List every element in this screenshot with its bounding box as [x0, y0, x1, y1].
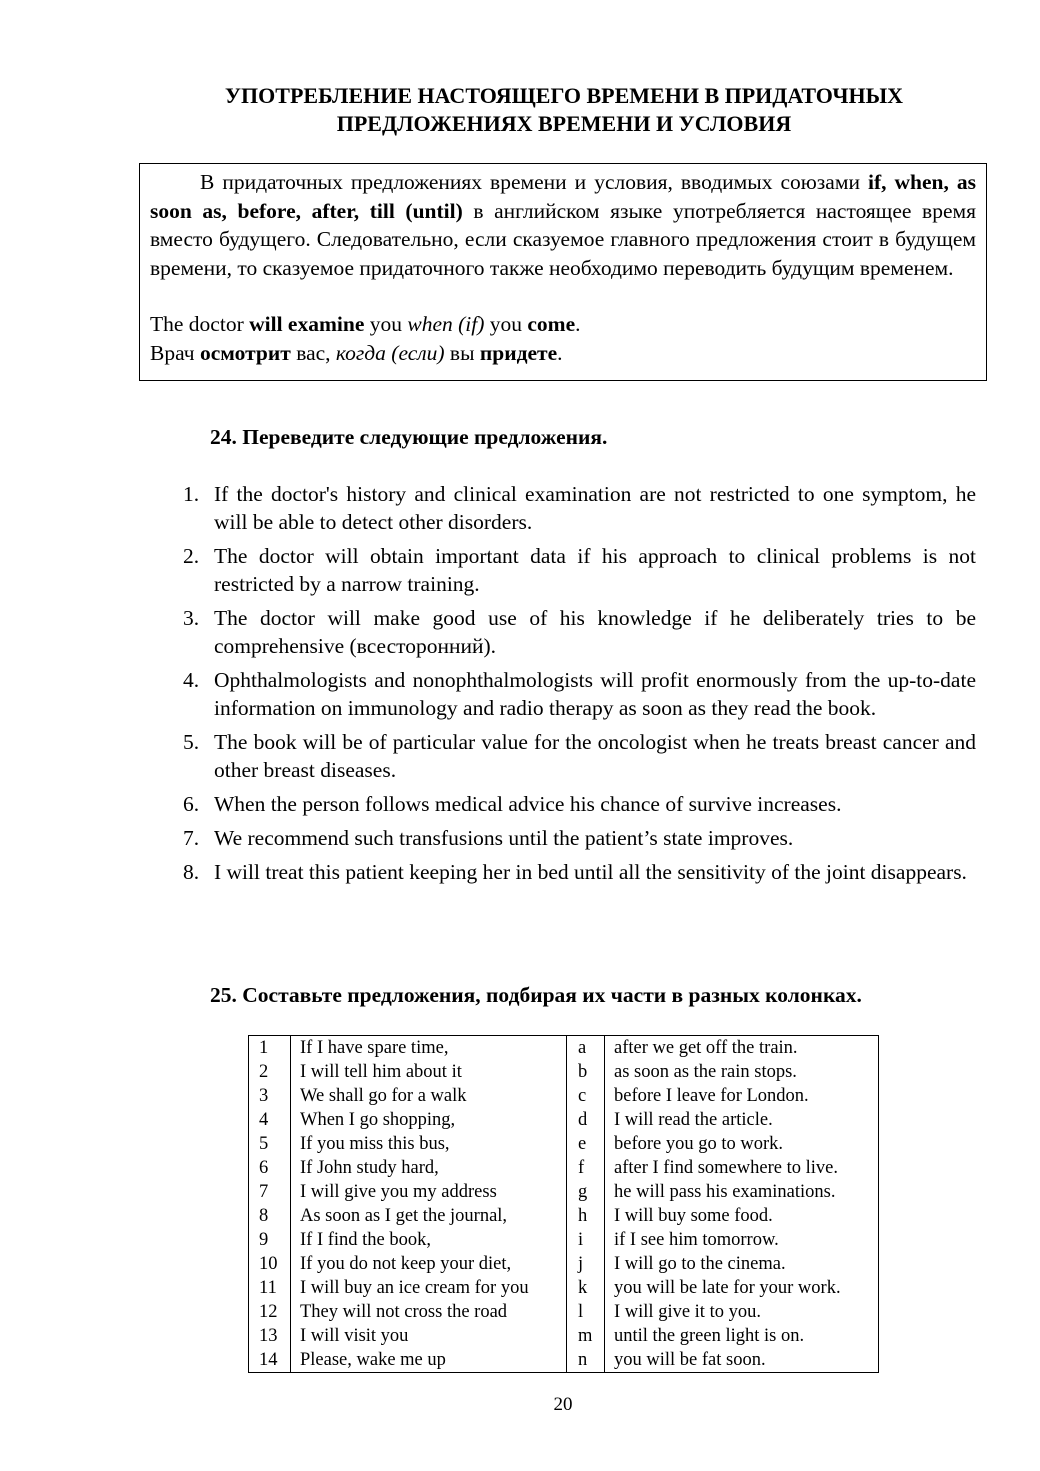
left-part: I will tell him about it	[291, 1060, 567, 1084]
table-row	[249, 1348, 879, 1373]
matching-table	[248, 1035, 879, 1373]
left-part: I will buy an ice cream for you	[291, 1276, 567, 1300]
row-number: 13	[249, 1324, 291, 1348]
item-number: 7.	[183, 826, 200, 850]
table-row	[249, 1252, 879, 1276]
right-part: as soon as the rain stops.	[605, 1060, 879, 1084]
table-row	[249, 1108, 879, 1132]
table-row	[249, 1228, 879, 1252]
list-item	[183, 480, 976, 536]
left-part: When I go shopping,	[291, 1108, 567, 1132]
example-english	[150, 310, 976, 339]
right-part: after we get off the train.	[605, 1036, 879, 1061]
item-number: 8.	[183, 860, 200, 884]
example-en-italic: when (if)	[407, 312, 485, 336]
row-letter: h	[567, 1204, 605, 1228]
item-number: 2.	[183, 544, 200, 568]
row-letter: m	[567, 1324, 605, 1348]
row-number: 11	[249, 1276, 291, 1300]
page-title	[140, 82, 988, 138]
row-number: 2	[249, 1060, 291, 1084]
exercise-24-list	[183, 480, 976, 892]
example-ru-part: .	[557, 340, 563, 365]
row-letter: i	[567, 1228, 605, 1252]
example-en-part: you	[364, 312, 408, 336]
row-letter: l	[567, 1300, 605, 1324]
title-line-2: ПРЕДЛОЖЕНИЯХ ВРЕМЕНИ И УСЛОВИЯ	[336, 111, 792, 136]
row-number: 12	[249, 1300, 291, 1324]
rule-text-end: в английском языке употребляется настоящее время вместо будущего. Следовательно, если сказуемое главного предложения стоит в будущем времени, то сказуемое придаточного также необходимо переводить будущим временем.	[150, 198, 976, 280]
grammar-rule-box	[139, 163, 987, 381]
item-number: 5.	[183, 730, 200, 754]
row-letter: j	[567, 1252, 605, 1276]
row-number: 4	[249, 1108, 291, 1132]
right-part: after I find somewhere to live.	[605, 1156, 879, 1180]
example-russian	[150, 339, 976, 368]
exercise-24-heading: 24. Переведите следующие предложения.	[210, 425, 608, 449]
row-number: 10	[249, 1252, 291, 1276]
list-item	[183, 824, 976, 852]
item-number: 4.	[183, 668, 200, 692]
example-ru-part: вас,	[290, 340, 336, 365]
left-part: We shall go for a walk	[291, 1084, 567, 1108]
example-en-bold: will examine	[249, 312, 365, 336]
row-number: 5	[249, 1132, 291, 1156]
item-text: The doctor will obtain important data if his approach to clinical problems is not restricted by a narrow training.	[214, 544, 976, 596]
item-text: The doctor will make good use of his knowledge if he deliberately tries to be comprehensive (всесторонний).	[214, 606, 976, 658]
left-part: Please, wake me up	[291, 1348, 567, 1373]
table-row	[249, 1324, 879, 1348]
list-item	[183, 542, 976, 598]
item-number: 1.	[183, 482, 200, 506]
row-number: 14	[249, 1348, 291, 1373]
row-letter: e	[567, 1132, 605, 1156]
right-part: you will be fat soon.	[605, 1348, 879, 1373]
row-letter: k	[567, 1276, 605, 1300]
example-en-part: The doctor	[150, 312, 250, 336]
rule-paragraph	[150, 168, 976, 282]
item-text: The book will be of particular value for the oncologist when he treats breast cancer and other breast diseases.	[214, 730, 976, 782]
row-letter: d	[567, 1108, 605, 1132]
right-part: I will buy some food.	[605, 1204, 879, 1228]
left-part: I will visit you	[291, 1324, 567, 1348]
left-part: If I have spare time,	[291, 1036, 567, 1061]
title-line-1: УПОТРЕБЛЕНИЕ НАСТОЯЩЕГО ВРЕМЕНИ В ПРИДАТОЧНЫХ	[224, 83, 904, 108]
example-ru-italic: когда (если)	[335, 340, 445, 365]
left-part: If you miss this bus,	[291, 1132, 567, 1156]
row-letter: f	[567, 1156, 605, 1180]
item-text: I will treat this patient keeping her in bed until all the sensitivity of the joint disappears.	[214, 860, 967, 884]
right-part: I will go to the cinema.	[605, 1252, 879, 1276]
item-text: Ophthalmologists and nonophthalmologists will profit enormously from the up-to-date information on immunology and radio therapy as soon as they read the book.	[214, 668, 976, 720]
list-item	[183, 790, 976, 818]
table-row	[249, 1156, 879, 1180]
row-number: 3	[249, 1084, 291, 1108]
item-text: If the doctor's history and clinical examination are not restricted to one symptom, he will be able to detect other disorders.	[214, 482, 976, 534]
list-item	[183, 666, 976, 722]
row-letter: c	[567, 1084, 605, 1108]
table-row	[249, 1060, 879, 1084]
row-letter: g	[567, 1180, 605, 1204]
right-part: he will pass his examinations.	[605, 1180, 879, 1204]
list-item	[183, 858, 976, 886]
example-ru-part: вы	[444, 340, 480, 365]
example-en-part: you	[484, 312, 528, 336]
table-row	[249, 1084, 879, 1108]
row-number: 8	[249, 1204, 291, 1228]
spacer	[150, 282, 976, 310]
item-number: 3.	[183, 606, 200, 630]
right-part: if I see him tomorrow.	[605, 1228, 879, 1252]
table-row	[249, 1132, 879, 1156]
list-item	[183, 604, 976, 660]
table-row	[249, 1276, 879, 1300]
left-part: They will not cross the road	[291, 1300, 567, 1324]
row-number: 1	[249, 1036, 291, 1061]
row-letter: n	[567, 1348, 605, 1373]
left-part: As soon as I get the journal,	[291, 1204, 567, 1228]
exercise-25-heading: 25. Составьте предложения, подбирая их части в разных колонках.	[210, 983, 862, 1007]
rule-conjunctions: if, when, as soon as, before, after, till (until)	[150, 170, 976, 223]
right-part: I will give it to you.	[605, 1300, 879, 1324]
example-ru-part: Врач	[150, 340, 200, 365]
right-part: you will be late for your work.	[605, 1276, 879, 1300]
row-letter: a	[567, 1036, 605, 1061]
row-letter: b	[567, 1060, 605, 1084]
table-row	[249, 1036, 879, 1061]
matching-table-body	[249, 1036, 879, 1373]
item-text: We recommend such transfusions until the patient’s state improves.	[214, 826, 794, 850]
right-part: before I leave for London.	[605, 1084, 879, 1108]
example-ru-bold: осмотрит	[199, 340, 291, 365]
rule-text-start: В придаточных предложениях времени и условия, вводимых союзами	[200, 170, 868, 194]
table-row	[249, 1180, 879, 1204]
list-item	[183, 728, 976, 784]
example-ru-bold: придете	[479, 340, 558, 365]
row-number: 9	[249, 1228, 291, 1252]
item-text: When the person follows medical advice his chance of survive increases.	[214, 792, 842, 816]
row-number: 7	[249, 1180, 291, 1204]
right-part: before you go to work.	[605, 1132, 879, 1156]
table-row	[249, 1300, 879, 1324]
left-part: If John study hard,	[291, 1156, 567, 1180]
right-part: I will read the article.	[605, 1108, 879, 1132]
item-number: 6.	[183, 792, 200, 816]
example-en-bold: come	[527, 312, 576, 336]
example-en-part: .	[575, 312, 581, 336]
right-part: until the green light is on.	[605, 1324, 879, 1348]
page-number: 20	[553, 1394, 573, 1415]
left-part: If I find the book,	[291, 1228, 567, 1252]
left-part: I will give you my address	[291, 1180, 567, 1204]
left-part: If you do not keep your diet,	[291, 1252, 567, 1276]
row-number: 6	[249, 1156, 291, 1180]
table-row	[249, 1204, 879, 1228]
